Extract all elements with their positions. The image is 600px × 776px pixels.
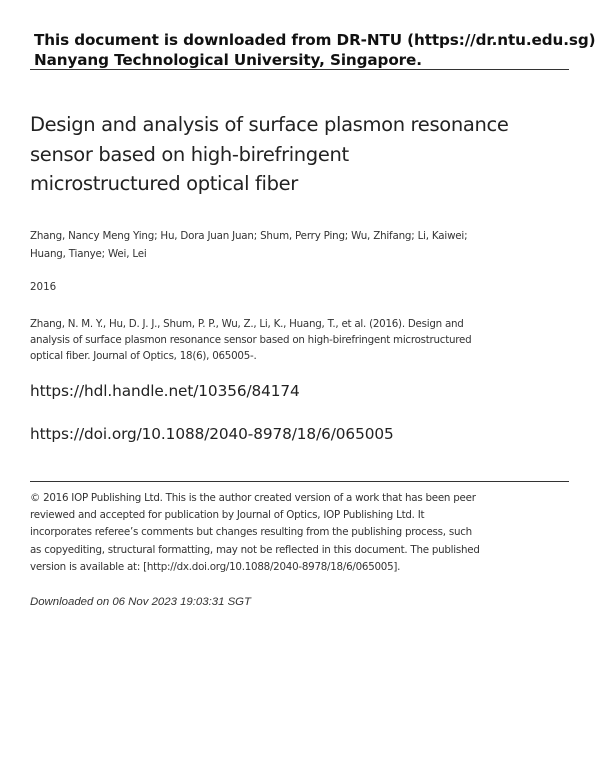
citation-line-2: analysis of surface plasmon resonance sensor based on high-birefringent microstructured <box>30 334 472 346</box>
notice-divider <box>30 481 569 482</box>
title-line-1: Design and analysis of surface plasmon resonance <box>30 113 509 136</box>
citation-line-3: optical fiber. Journal of Optics, 18(6), 065005-. <box>30 350 257 362</box>
authors-line-1: Zhang, Nancy Meng Ying; Hu, Dora Juan Juan; Shum, Perry Ping; Wu, Zhifang; Li, Kaiwei; <box>30 230 468 242</box>
paper-title <box>30 110 550 199</box>
doi-link[interactable]: https://doi.org/10.1088/2040-8978/18/6/065005 <box>30 425 394 443</box>
authors-line-2: Huang, Tianye; Wei, Lei <box>30 248 147 260</box>
repository-header <box>34 30 596 70</box>
title-line-2: sensor based on high-birefringent <box>30 142 349 166</box>
header-divider <box>30 69 569 70</box>
notice-line-2: reviewed and accepted for publication by Journal of Optics, IOP Publishing Ltd. It <box>30 509 425 522</box>
notice-line-1: © 2016 IOP Publishing Ltd. This is the author created version of a work that has been peer <box>30 492 476 504</box>
notice-line-4: as copyediting, structural formatting, may not be reflected in this document. The published <box>30 543 480 556</box>
citation-line-1: Zhang, N. M. Y., Hu, D. J. J., Shum, P. P., Wu, Z., Li, K., Huang, T., et al. (2016). Design and <box>30 318 464 330</box>
publication-year: 2016 <box>30 281 57 293</box>
notice-line-5: version is available at: [http://dx.doi.org/10.1088/2040-8978/18/6/065005]. <box>30 560 401 573</box>
copyright-notice <box>30 490 560 576</box>
header-institution-line: Nanyang Technological University, Singapore. <box>34 51 422 69</box>
citation <box>30 316 500 364</box>
title-line-3: microstructured optical fiber <box>30 172 298 195</box>
download-timestamp: Downloaded on 06 Nov 2023 19:03:31 SGT <box>30 596 252 608</box>
author-list <box>30 227 490 263</box>
handle-link[interactable]: https://hdl.handle.net/10356/84174 <box>30 382 300 400</box>
notice-line-3: incorporates referee’s comments but changes resulting from the publishing process, such <box>30 526 472 539</box>
header-source-line: This document is downloaded from DR-NTU (https://dr.ntu.edu.sg) <box>34 31 596 49</box>
